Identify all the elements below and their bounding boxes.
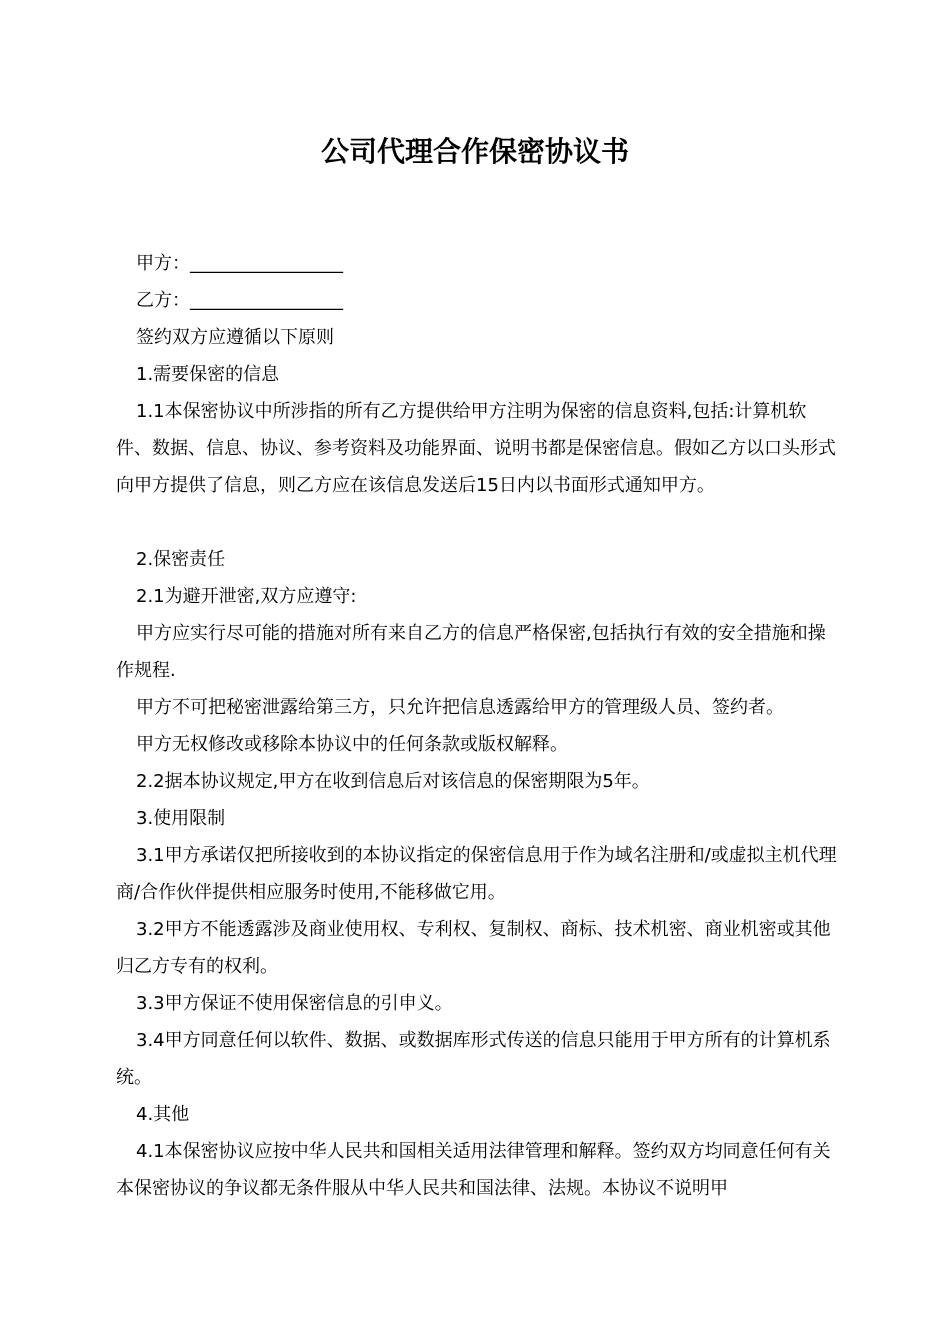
clause-2-1-a: 甲方应实行尽可能的措施对所有来自乙方的信息严格保密,包括执行有效的安全措施和操作规程.	[116, 623, 826, 681]
clause-3-2: 3.2甲方不能透露涉及商业使用权、专利权、复制权、商标、技术机密、商业机密或其他归乙方专有的权利。	[116, 919, 831, 977]
party-a-line: 甲方：_________________	[136, 253, 343, 274]
clause-3-3: 3.3甲方保证不使用保密信息的引申义。	[136, 993, 453, 1014]
clause-2-1-b: 甲方不可把秘密泄露给第三方，只允许把信息透露给甲方的管理级人员、签约者。	[136, 697, 784, 718]
section-4-heading: 4.其他	[136, 1104, 190, 1125]
document-title: 公司代理合作保密协议书	[320, 135, 629, 168]
clause-3-1: 3.1甲方承诺仅把所接收到的本协议指定的保密信息用于作为域名注册和/或虚拟主机代理商/合作伙伴提供相应服务时使用,不能移做它用。	[116, 845, 837, 903]
section-3-heading: 3.使用限制	[136, 808, 226, 829]
clause-1-1: 1.1本保密协议中所涉指的所有乙方提供给甲方注明为保密的信息资料,包括:计算机软件、数据、信息、协议、参考资料及功能界面、说明书都是保密信息。假如乙方以口头形式向甲方提供了信息，则乙方应在该信息发送后15日内以书面形式通知甲方。	[116, 401, 836, 496]
blank-line	[116, 504, 838, 541]
clause-3-4: 3.4甲方同意任何以软件、数据、或数据库形式传送的信息只能用于甲方所有的计算机系统。	[116, 1030, 831, 1088]
principles-intro: 签约双方应遵循以下原则	[136, 327, 334, 348]
section-1-heading: 1.需要保密的信息	[136, 364, 280, 385]
clause-2-1: 2.1为避开泄密,双方应遵守:	[136, 586, 357, 607]
party-b-line: 乙方：_________________	[136, 290, 343, 311]
clause-2-2: 2.2据本协议规定,甲方在收到信息后对该信息的保密期限为5年。	[136, 771, 650, 792]
section-2-heading: 2.保密责任	[136, 549, 226, 570]
clause-2-1-c: 甲方无权修改或移除本协议中的任何条款或版权解释。	[136, 734, 568, 755]
document-body	[116, 245, 838, 1207]
clause-4-1: 4.1本保密协议应按中华人民共和国相关适用法律管理和解释。签约双方均同意任何有关本保密协议的争议都无条件服从中华人民共和国法律、法规。本协议不说明甲	[116, 1141, 831, 1199]
